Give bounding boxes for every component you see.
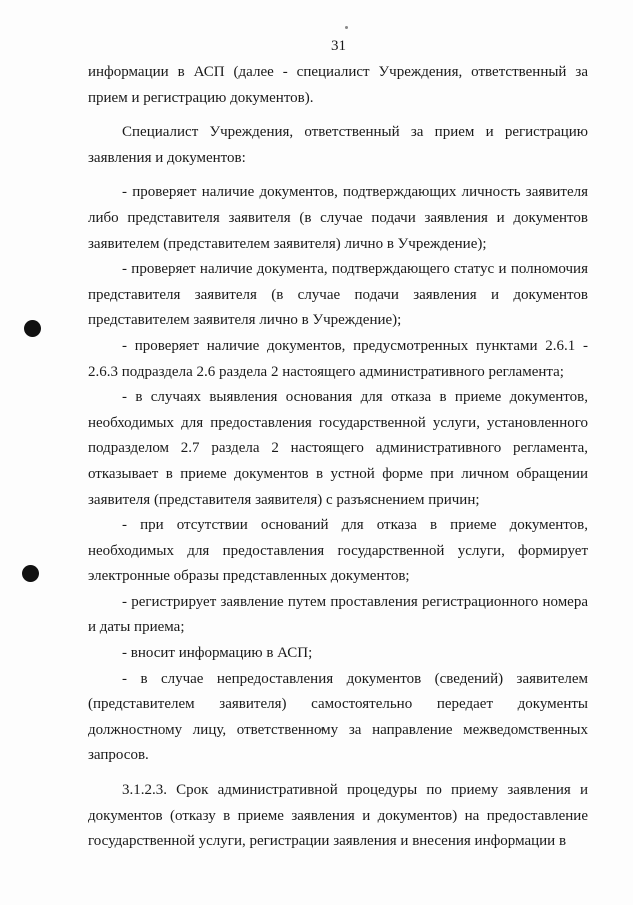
paragraph: Специалист Учреждения, ответственный за прием и регистрацию заявления и документов: (88, 124, 588, 166)
list-item: - при отсутствии оснований для отказа в приеме документов, необходимых для предоставления государственной услуги, формирует электронные образы представленных документов; (88, 517, 588, 585)
paragraph: 3.1.2.3. Срок административной процедуры по приему заявления и документов (отказу в приеме заявления и документов) на предоставление государственной услуги, регистрации заявления и внесения информации в (88, 782, 588, 850)
scan-speck (345, 26, 348, 29)
page-number: 31 (331, 38, 346, 54)
list-item: - проверяет наличие документов, подтверждающих личность заявителя либо представителя заявителя (в случае подачи заявления и документов заявителем (представителем заявителя) лично в Учреждение); (88, 184, 588, 252)
list-item: - проверяет наличие документов, предусмотренных пунктами 2.6.1 - 2.6.3 подраздела 2.6 раздела 2 настоящего административного регламента; (88, 337, 588, 380)
list-item: - в случаях выявления основания для отказа в приеме документов, необходимых для предоставления государственной услуги, установленного подразделом 2.7 раздела 2 настоящего административного регламента, отказывает в приеме документов в устной форме при личном обращении заявителя (представителя заявителя) с разъяснением причин; (88, 389, 588, 508)
list-item: - в случае непредоставления документов (сведений) заявителем (представителем заявителя) самостоятельно передает документы должностному лицу, ответственному за направление межведомственных запросов. (88, 670, 588, 764)
body-text (88, 60, 588, 855)
binder-hole-top (24, 320, 41, 337)
list-item: - вносит информацию в АСП; (122, 645, 313, 662)
list-item: - проверяет наличие документа, подтверждающего статус и полномочия представителя заявителя (в случае подачи заявления и документов представителем заявителя лично в Учреждение); (88, 261, 588, 329)
paragraph: информации в АСП (далее - специалист Учреждения, ответственный за прием и регистрацию документов). (88, 64, 588, 106)
binder-hole-bottom (22, 565, 39, 582)
list-item: - регистрирует заявление путем проставления регистрационного номера и даты приема; (88, 593, 588, 636)
